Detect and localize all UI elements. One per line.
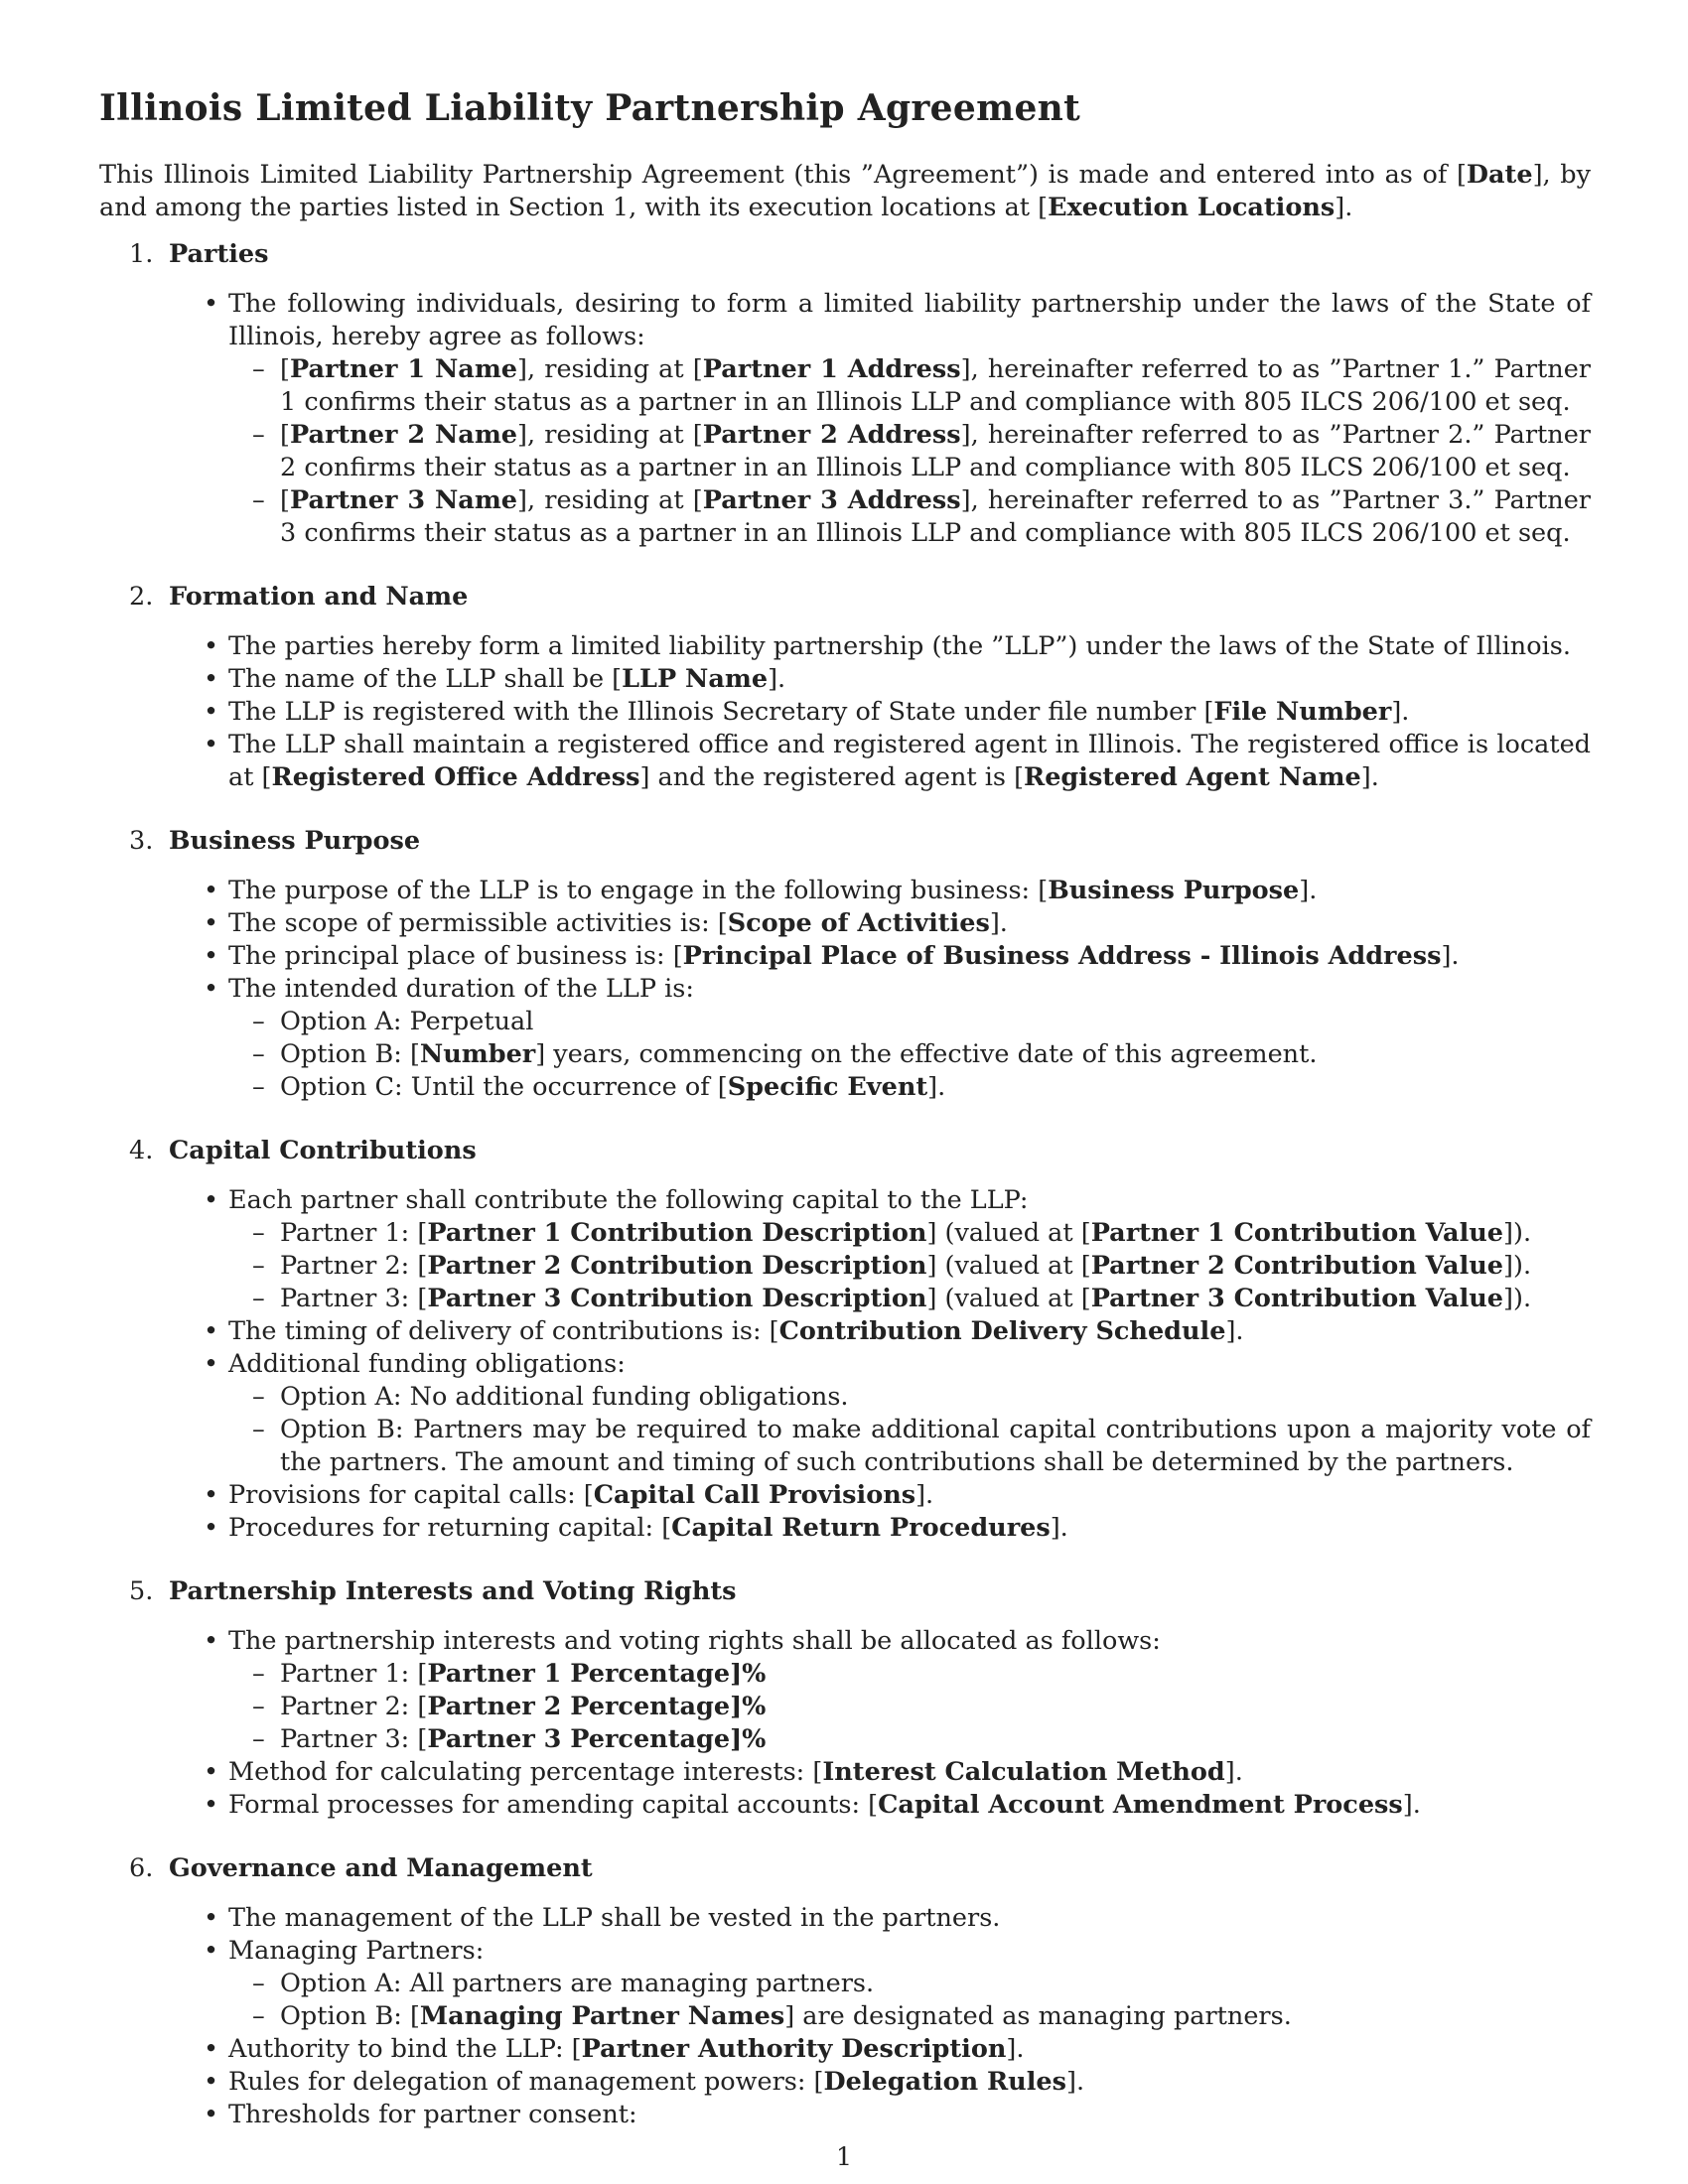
partner-2-entry: – [Partner 2 Name], residing at [Partner 2 Address], hereinafter referred to as ”Partner 2.” Partner 2 confirms their status as a partner in an Illinois LLP and compliance with 805 ILCS 206/100 et seq. bbox=[280, 419, 1591, 484]
section-heading: 3. Business Purpose bbox=[129, 826, 421, 856]
section-heading: 6. Governance and Management bbox=[129, 1853, 593, 1883]
list-item: • Provisions for capital calls: [Capital Call Provisions]. bbox=[228, 1479, 1591, 1512]
option-item: – Option C: Until the occurrence of [Specific Event]. bbox=[280, 1071, 1591, 1104]
percentage-item: – Partner 1: [Partner 1 Percentage]% bbox=[280, 1658, 1591, 1691]
list-item: • The purpose of the LLP is to engage in the following business: [Business Purpose]. bbox=[228, 875, 1591, 907]
list-item: • Thresholds for partner consent: bbox=[228, 2099, 1591, 2131]
option-item: – Option B: [Managing Partner Names] are designated as managing partners. bbox=[280, 2000, 1591, 2033]
list-item: • The LLP shall maintain a registered office and registered agent in Illinois. The registered office is located at [Registered Office Address] and the registered agent is [Registered Agent Name]. bbox=[228, 729, 1591, 794]
section-parties bbox=[99, 238, 1591, 550]
contribution-item: – Partner 2: [Partner 2 Contribution Description] (valued at [Partner 2 Contribution Value]). bbox=[280, 1250, 1591, 1283]
list-item: • The following individuals, desiring to form a limited liability partnership under the laws of the State of Illinois, hereby agree as follows: – [Partner 1 Name], residing at [Partner 1 Address], hereinafter referred to as ”Partner 1.” Partner 1 confirms their status as a partner in an Illinois LLP and compliance with 805 ILCS 206/100 et seq. – [Partner 2 Name], residing at [Partner 2 Address], hereinafter referred to as ”Partner 2.” Partner 2 confirms their status as a partner in an Illinois LLP and compliance with 805 ILCS 206/100 et seq. – [Partner 3 Name], residing at [Partner 3 Address], hereinafter referred to as ”Partner 3.” Partner 3 confirms their status as a partner in an Illinois LLP and compliance with 805 ILCS 206/100 et seq. bbox=[228, 288, 1591, 550]
list-item: • Procedures for returning capital: [Capital Return Procedures]. bbox=[228, 1512, 1591, 1545]
percentage-item: – Partner 2: [Partner 2 Percentage]% bbox=[280, 1691, 1591, 1723]
execution-locations-field: Execution Locations bbox=[1048, 193, 1336, 222]
list-item: • The parties hereby form a limited liability partnership (the ”LLP”) under the laws of the State of Illinois. bbox=[228, 630, 1591, 663]
contribution-item: – Partner 3: [Partner 3 Contribution Description] (valued at [Partner 3 Contribution Value]). bbox=[280, 1283, 1591, 1315]
list-item: • Rules for delegation of management powers: [Delegation Rules]. bbox=[228, 2066, 1591, 2099]
section-governance bbox=[99, 1852, 1591, 2131]
section-heading: 5. Partnership Interests and Voting Rights bbox=[129, 1576, 737, 1606]
option-item: – Option B: Partners may be required to make additional capital contributions upon a majority vote of the partners. The amount and timing of such contributions shall be determined by the partners. bbox=[280, 1414, 1591, 1479]
list-item: • The principal place of business is: [Principal Place of Business Address - Illinois Address]. bbox=[228, 940, 1591, 973]
option-item: – Option A: No additional funding obligations. bbox=[280, 1381, 1591, 1414]
list-item: • The intended duration of the LLP is: – Option A: Perpetual – Option B: [Number] years, commencing on the effective date of this agreement. – Option C: Until the occurrence of [Specific Event]. bbox=[228, 973, 1591, 1104]
section-heading: 2. Formation and Name bbox=[129, 582, 469, 612]
list-item: • Method for calculating percentage interests: [Interest Calculation Method]. bbox=[228, 1756, 1591, 1789]
list-item: • Formal processes for amending capital accounts: [Capital Account Amendment Process]. bbox=[228, 1789, 1591, 1822]
section-capital-contributions bbox=[99, 1135, 1591, 1545]
list-item: • The timing of delivery of contributions is: [Contribution Delivery Schedule]. bbox=[228, 1315, 1591, 1348]
option-item: – Option A: All partners are managing partners. bbox=[280, 1968, 1591, 2000]
list-item: • The LLP is registered with the Illinois Secretary of State under file number [File Number]. bbox=[228, 696, 1591, 729]
list-item: • Authority to bind the LLP: [Partner Authority Description]. bbox=[228, 2033, 1591, 2066]
intro-paragraph: This Illinois Limited Liability Partnership Agreement (this ”Agreement”) is made and entered into as of [Date], by and among the parties listed in Section 1, with its execution locations at [Execution Locations]. bbox=[99, 160, 1592, 222]
contribution-item: – Partner 1: [Partner 1 Contribution Description] (valued at [Partner 1 Contribution Value]). bbox=[280, 1217, 1591, 1250]
list-item: • The partnership interests and voting rights shall be allocated as follows: – Partner 1: [Partner 1 Percentage]% – Partner 2: [Partner 2 Percentage]% – Partner 3: [Partner 3 Percentage]% bbox=[228, 1625, 1591, 1756]
date-field: Date bbox=[1466, 160, 1533, 190]
section-business-purpose bbox=[99, 825, 1591, 1104]
list-item: • Each partner shall contribute the following capital to the LLP: – Partner 1: [Partner 1 Contribution Description] (valued at [Partner 1 Contribution Value]). – Partner 2: [Partner 2 Contribution Description] (valued at [Partner 2 Contribution Value]). – Partner 3: [Partner 3 Contribution Description] (valued at [Partner 3 Contribution Value]). bbox=[228, 1184, 1591, 1315]
page-number: 1 bbox=[835, 2142, 853, 2172]
list-item: • The name of the LLP shall be [LLP Name]. bbox=[228, 663, 1591, 696]
option-item: – Option A: Perpetual bbox=[280, 1006, 1591, 1038]
list-item: • Managing Partners: – Option A: All partners are managing partners. – Option B: [Managing Partner Names] are designated as managing partners. bbox=[228, 1935, 1591, 2033]
document-page bbox=[99, 87, 1591, 2131]
section-formation bbox=[99, 581, 1591, 794]
list-item: • The management of the LLP shall be vested in the partners. bbox=[228, 1902, 1591, 1935]
section-heading: 4. Capital Contributions bbox=[129, 1136, 477, 1165]
list-item: • Additional funding obligations: – Option A: No additional funding obligations. – Option B: Partners may be required to make additional capital contributions upon a majority vote of the partners. The amount and timing of such contributions shall be determined by the partners. bbox=[228, 1348, 1591, 1479]
percentage-item: – Partner 3: [Partner 3 Percentage]% bbox=[280, 1723, 1591, 1756]
partner-3-entry: – [Partner 3 Name], residing at [Partner 3 Address], hereinafter referred to as ”Partner 3.” Partner 3 confirms their status as a partner in an Illinois LLP and compliance with 805 ILCS 206/100 et seq. bbox=[280, 484, 1591, 550]
list-item: • The scope of permissible activities is: [Scope of Activities]. bbox=[228, 907, 1591, 940]
partner-1-entry: – [Partner 1 Name], residing at [Partner 1 Address], hereinafter referred to as ”Partner 1.” Partner 1 confirms their status as a partner in an Illinois LLP and compliance with 805 ILCS 206/100 et seq. bbox=[280, 353, 1591, 419]
section-heading: 1. Parties bbox=[129, 239, 269, 269]
option-item: – Option B: [Number] years, commencing on the effective date of this agreement. bbox=[280, 1038, 1591, 1071]
document-title: Illinois Limited Liability Partnership Agreement bbox=[99, 87, 1081, 129]
section-partnership-interests bbox=[99, 1575, 1591, 1822]
